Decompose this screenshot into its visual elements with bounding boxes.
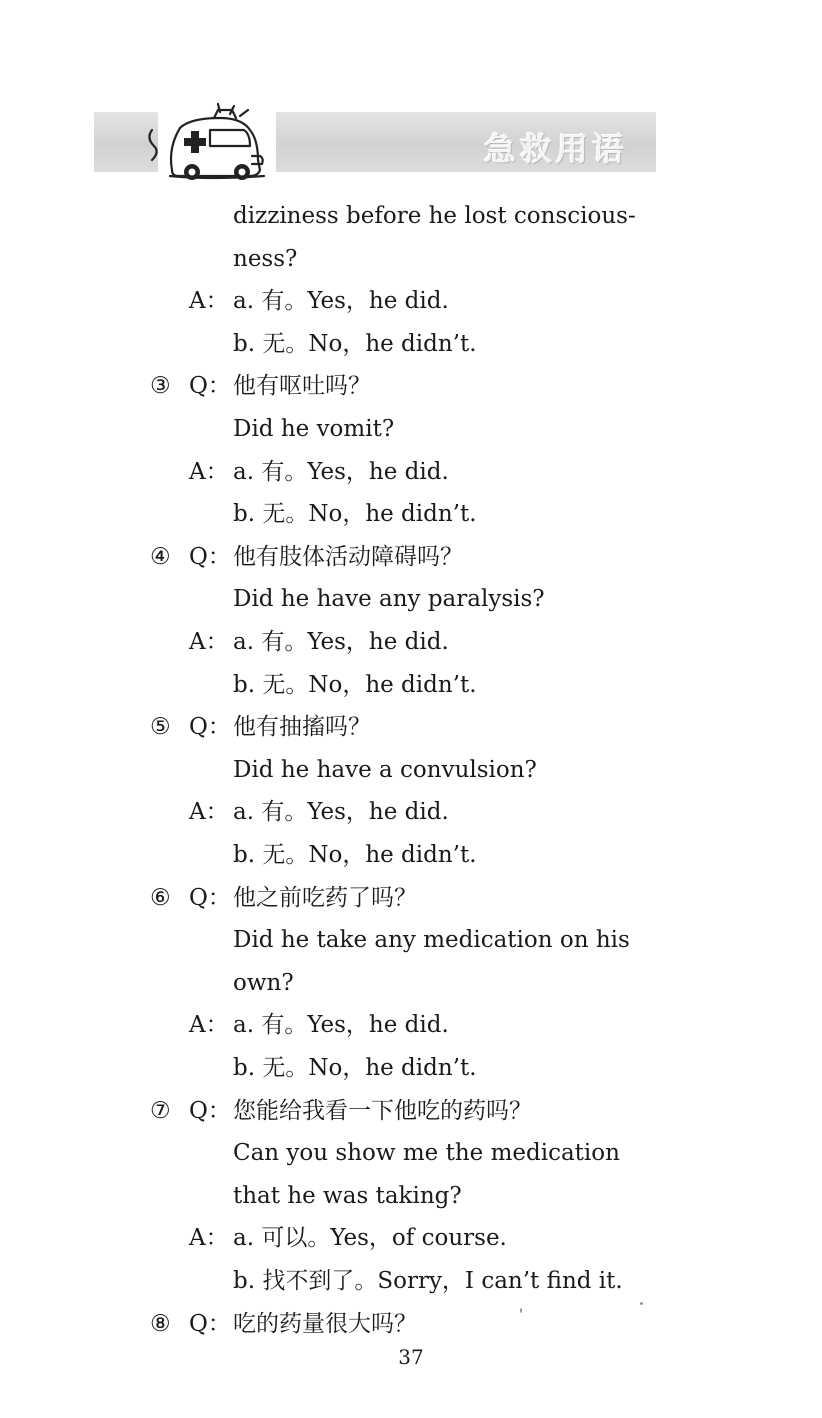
question-label: Q：	[189, 1098, 231, 1124]
text-line: b. 无。No，he didn’t.	[233, 331, 477, 357]
text-line: 他有抽搐吗？	[233, 714, 371, 740]
text-line: 他有肢体活动障碍吗？	[233, 544, 463, 570]
text-line: 您能给我看一下他吃的药吗？	[233, 1098, 532, 1124]
question-label: Q：	[189, 1311, 231, 1337]
question-label: Q：	[189, 544, 231, 570]
text-line: a. 有。Yes，he did.	[233, 288, 449, 314]
text-line: Did he take any medication on his	[233, 927, 630, 953]
ambulance-icon	[144, 100, 270, 186]
item-number: ⑦	[150, 1098, 171, 1124]
text-line: 他之前吃药了吗？	[233, 885, 417, 911]
answer-label: A：	[189, 799, 229, 825]
item-number: ⑧	[150, 1311, 171, 1337]
item-number: ⑥	[150, 885, 171, 911]
text-line: b. 找不到了。Sorry，I can’t find it.	[233, 1268, 623, 1294]
text-line: a. 有。Yes，he did.	[233, 799, 449, 825]
text-line: a. 有。Yes，he did.	[233, 629, 449, 655]
text-line: ness?	[233, 246, 298, 272]
text-line: Can you show me the medication	[233, 1140, 620, 1166]
text-line: a. 有。Yes，he did.	[233, 1012, 449, 1038]
text-line: Did he have a convulsion?	[233, 757, 537, 783]
answer-label: A：	[189, 288, 229, 314]
text-line: own?	[233, 970, 294, 996]
print-speck	[520, 1308, 522, 1313]
page-number: 37	[398, 1345, 424, 1369]
text-line: b. 无。No，he didn’t.	[233, 842, 477, 868]
item-number: ④	[150, 544, 171, 570]
text-line: 他有呕吐吗？	[233, 373, 371, 399]
text-line: b. 无。No，he didn’t.	[233, 501, 477, 527]
text-line: that he was taking?	[233, 1183, 462, 1209]
text-line: a. 有。Yes，he did.	[233, 459, 449, 485]
answer-label: A：	[189, 629, 229, 655]
text-line: b. 无。No，he didn’t.	[233, 1055, 477, 1081]
question-label: Q：	[189, 714, 231, 740]
text-line: a. 可以。Yes，of course.	[233, 1225, 507, 1251]
item-number: ③	[150, 373, 171, 399]
answer-label: A：	[189, 459, 229, 485]
answer-label: A：	[189, 1012, 229, 1038]
chapter-header	[94, 100, 656, 186]
answer-label: A：	[189, 1225, 229, 1251]
text-line: b. 无。No，he didn’t.	[233, 672, 477, 698]
text-line: Did he have any paralysis?	[233, 586, 545, 612]
question-label: Q：	[189, 373, 231, 399]
header-title: 急救用语	[483, 130, 628, 168]
text-line: 吃的药量很大吗？	[233, 1311, 417, 1337]
print-speck	[640, 1302, 643, 1305]
text-line: Did he vomit?	[233, 416, 395, 442]
item-number: ⑤	[150, 714, 171, 740]
text-line: dizziness before he lost conscious-	[233, 203, 636, 229]
question-label: Q：	[189, 885, 231, 911]
